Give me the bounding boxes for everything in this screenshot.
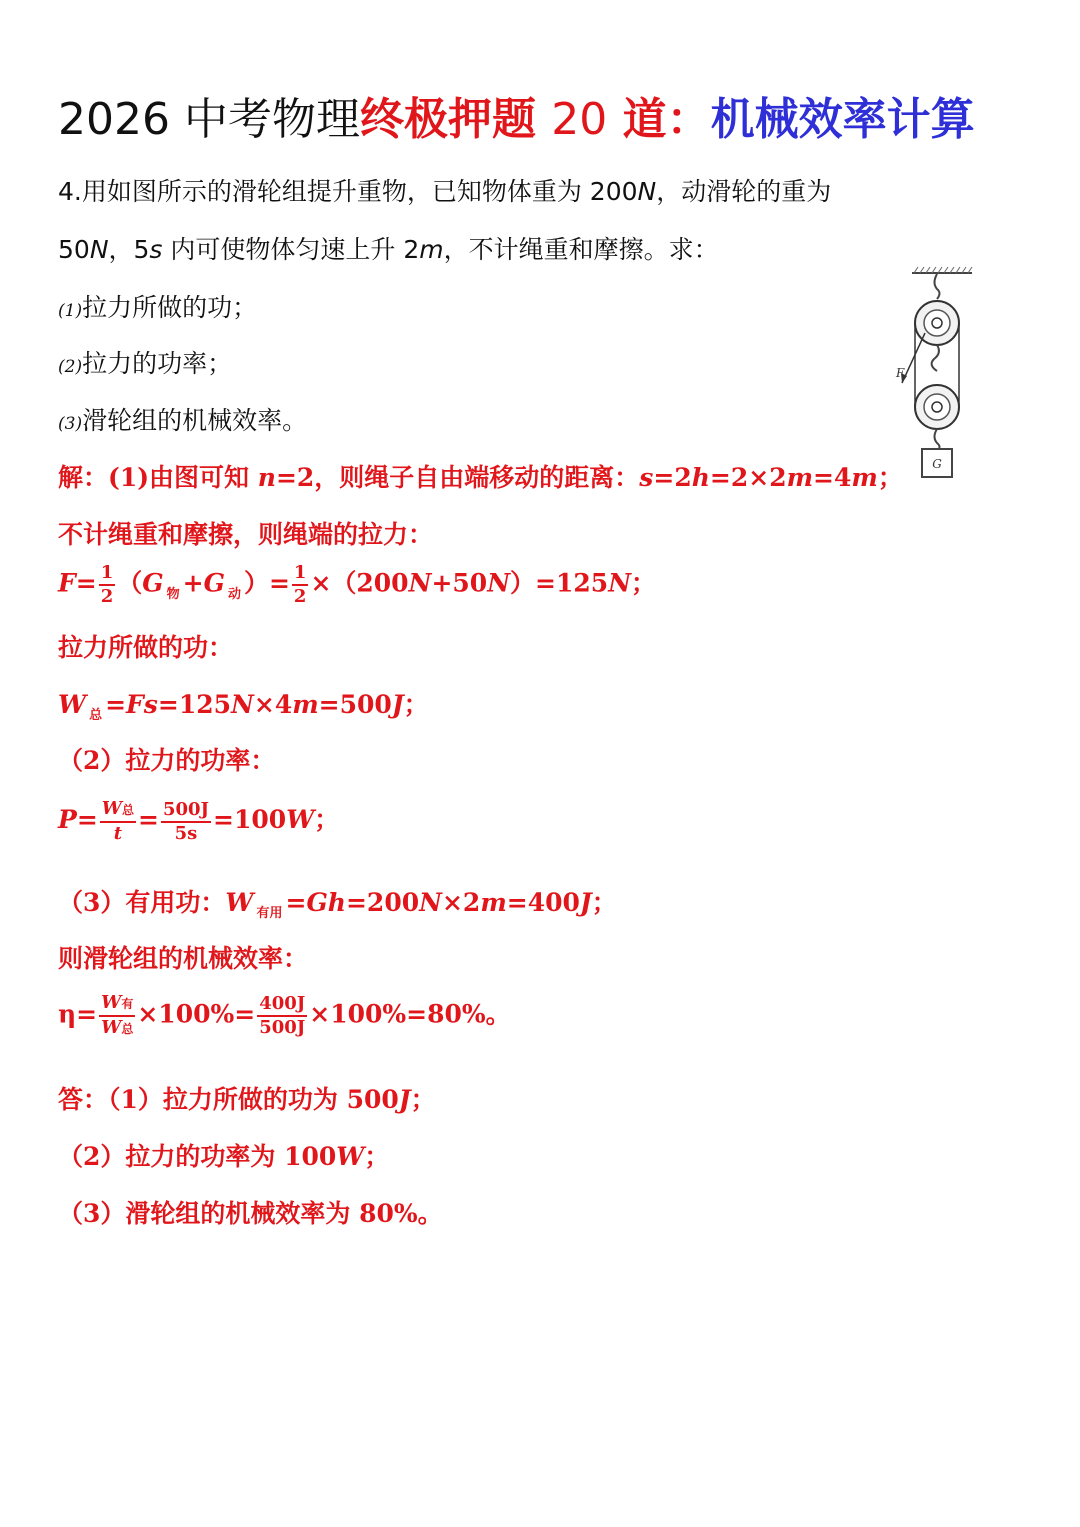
fraction-efficiency-numeric: $\frac{400J}{500J}$ — [259, 993, 306, 1038]
question-stem-line-1: 4.用如图所示的滑轮组提升重物，已知物体重为 200N，动滑轮的重为 — [58, 177, 832, 206]
answer-line-1: 答：（1）拉力所做的功为 500J； — [58, 1085, 436, 1114]
pulley-diagram — [890, 265, 990, 485]
fraction-efficiency-symbolic: $\frac{\text{W有}}{\text{W总}}$ — [101, 992, 134, 1038]
question-item-3: (3)滑轮组的机械效率。 — [58, 406, 308, 435]
solution-line-6: （2）拉力的功率： — [58, 746, 276, 775]
force-label: F — [896, 366, 905, 380]
title-count: 20 — [551, 94, 608, 145]
solution-line-10: η= $\frac{\text{W有}}{\text{W总}}$ ×100%= $\frac{400J}{500J}$ ×100%=80%。 — [58, 992, 511, 1038]
page-title — [58, 88, 1048, 152]
answer-line-3: （3）滑轮组的机械效率为 80%。 — [58, 1199, 443, 1228]
weight-label: G — [932, 457, 942, 471]
solution-line-3: F= $\frac{1}{2}$ （G $_物$ +G $_动$ ）= $\frac{1}{2}$ ×（200N+50N）=125N； — [58, 562, 657, 607]
question-item-1: (1)拉力所做的功； — [58, 293, 258, 322]
solution-line-9: 则滑轮组的机械效率： — [58, 944, 309, 973]
title-highlight: 终极押题 — [359, 94, 552, 145]
fraction-half-2: $\frac{1}{2}$ — [293, 562, 307, 607]
question-stem-line-2: 50N，5s 内可使物体匀速上升 2m，不计绳重和摩擦。求： — [58, 235, 719, 264]
answer-line-2: （2）拉力的功率为 100W； — [58, 1142, 390, 1171]
solution-line-1: 解：(1)由图可知 n=2，则绳子自由端移动的距离：s=2h=2×2m=4m； — [58, 463, 903, 492]
fraction-power-symbolic: $\frac{\text{W总}}{t}$ — [101, 798, 134, 844]
solution-line-2: 不计绳重和摩擦，则绳端的拉力： — [58, 520, 434, 549]
solution-line-8: （3）有用功：W $_{有用}$ =Gh=200N×2m=400J； — [58, 888, 617, 921]
title-suffix: 道： — [607, 94, 711, 145]
fraction-power-numeric: $\frac{500J}{5s}$ — [162, 798, 210, 844]
title-year: 2026 中考物理 — [58, 94, 360, 145]
solution-line-5: W $_总$ =Fs=125N×4m=500J； — [58, 690, 429, 723]
fraction-half: $\frac{1}{2}$ — [100, 562, 114, 607]
solution-line-7: P= $\frac{\text{W总}}{t}$ = $\frac{500J}{5s}$ =100W； — [58, 798, 340, 844]
solution-line-4: 拉力所做的功： — [58, 633, 234, 662]
question-item-2: (2)拉力的功率； — [58, 349, 233, 378]
title-topic: 机械效率计算 — [710, 94, 975, 145]
